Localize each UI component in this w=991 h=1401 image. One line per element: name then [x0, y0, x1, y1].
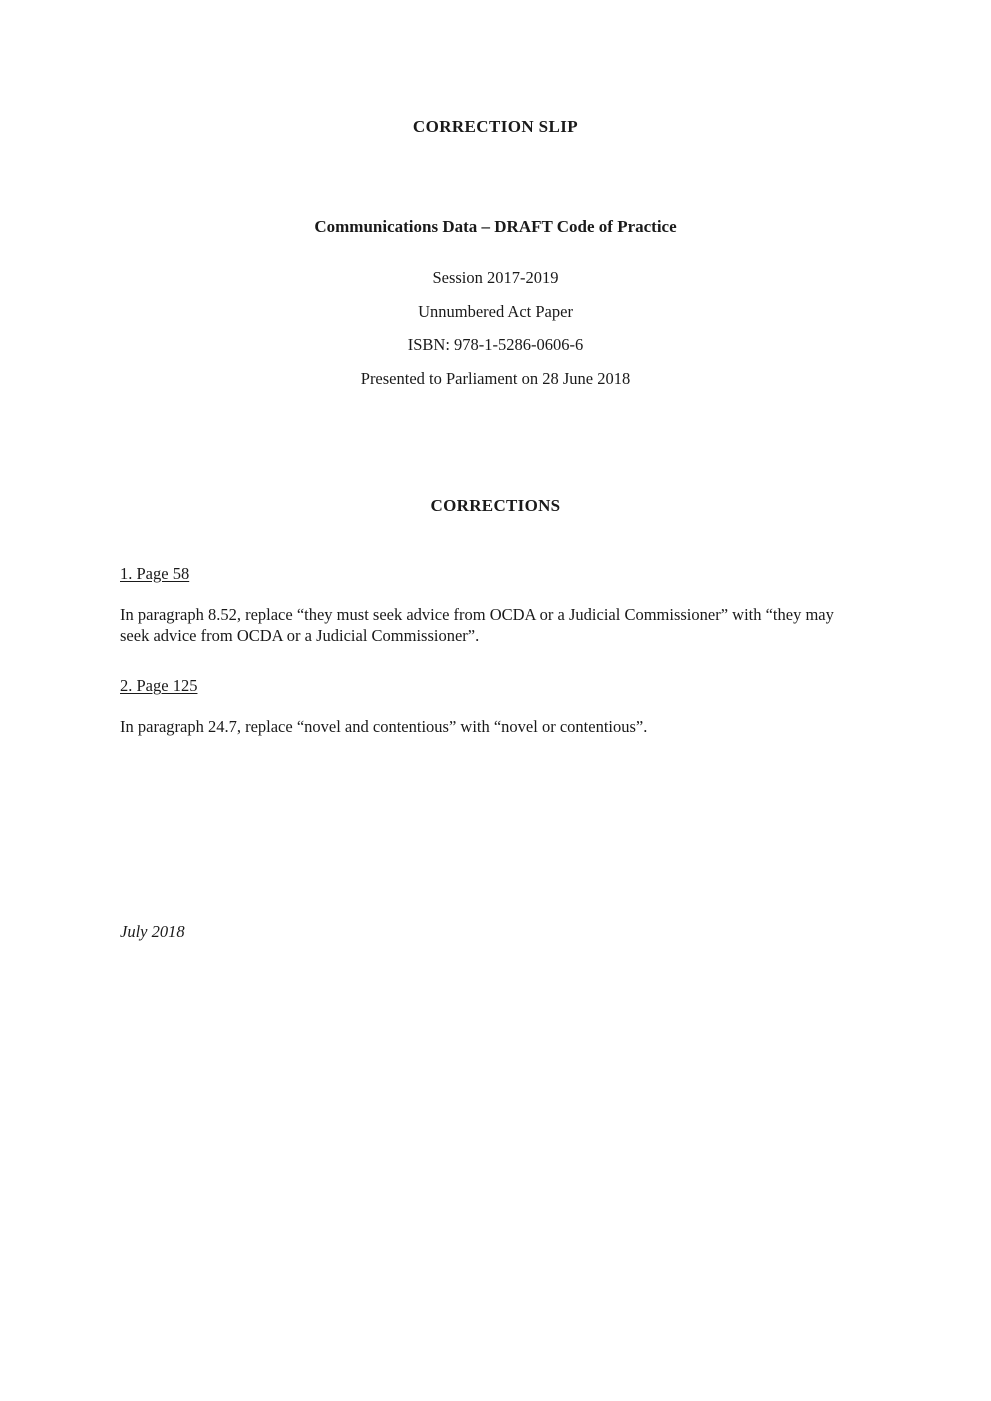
correction-item	[120, 564, 871, 646]
page-title: CORRECTION SLIP	[412, 117, 579, 136]
correction-item	[120, 646, 871, 737]
corrections-list	[120, 516, 871, 737]
correction-item-body: In paragraph 24.7, replace “novel and contentious” with “novel or contentious”.	[120, 717, 648, 737]
document-metadata	[120, 237, 871, 396]
isbn-line: ISBN: 978-1-5286-0606-6	[407, 335, 584, 354]
presented-line: Presented to Parliament on 28 June 2018	[360, 368, 631, 388]
correction-item-heading: 2. Page 125	[120, 676, 198, 696]
corrections-heading: CORRECTIONS	[430, 496, 561, 515]
correction-item-heading: 1. Page 58	[120, 564, 190, 583]
footer-date: July 2018	[120, 922, 185, 941]
paper-type-line: Unnumbered Act Paper	[418, 301, 573, 321]
correction-item-body: In paragraph 8.52, replace “they must seek advice from OCDA or a Judicial Commissioner” with “they may seek advice from OCDA or a Judicial Commissioner”.	[120, 605, 834, 646]
session-line: Session 2017-2019	[432, 268, 559, 287]
document-subject-title: Communications Data – DRAFT Code of Practice	[314, 217, 677, 236]
